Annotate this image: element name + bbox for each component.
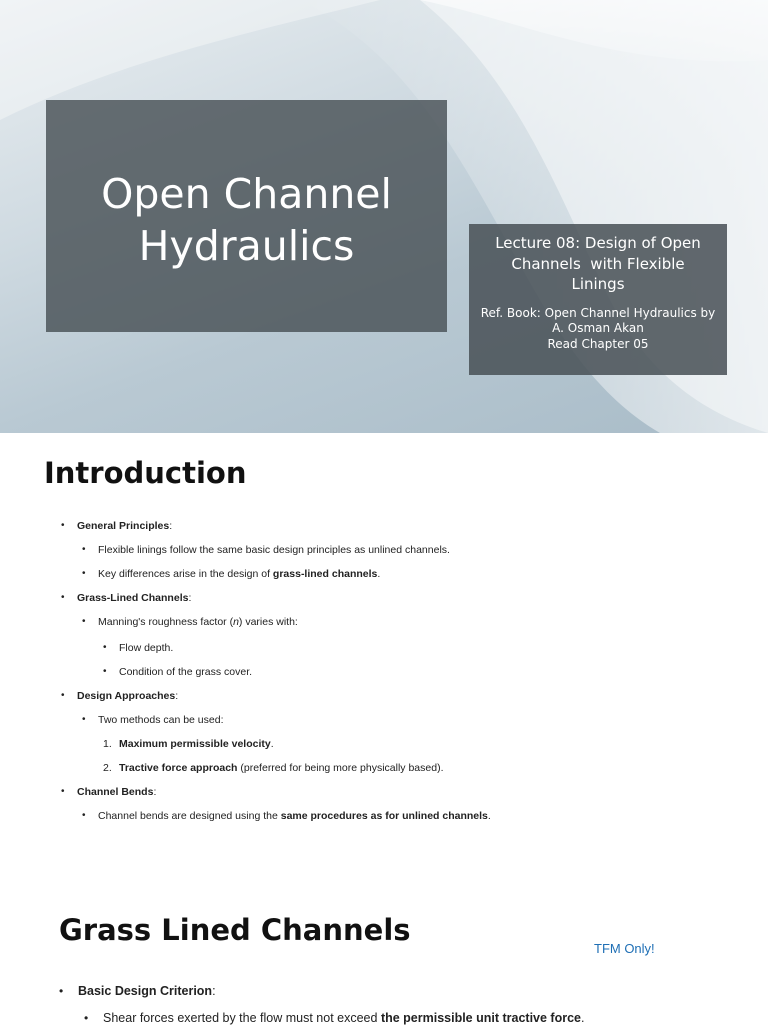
introduction-slide (0, 433, 768, 873)
bullet-heading: Grass-Lined Channels (77, 592, 189, 604)
bullet-cb-sub1 (98, 809, 491, 823)
slide-title: Grass Lined Channels (59, 913, 411, 947)
bullet-da-sub1 (98, 713, 224, 727)
tfm-only-link[interactable]: TFM Only! (594, 941, 655, 956)
bullet-text: . (270, 738, 274, 750)
ref-line-3: Read Chapter 05 (547, 336, 649, 351)
bullet-gp-sub1 (98, 543, 450, 557)
lecture-line-3: Linings (571, 275, 625, 293)
bullet-design-approaches (77, 689, 178, 703)
numbered-item-1 (103, 737, 274, 751)
bullet-bold-text: Tractive force approach (119, 762, 238, 774)
bullet-colon: : (212, 984, 216, 998)
bullet-gl-sub1b (119, 665, 252, 679)
grass-lined-channels-slide (0, 873, 768, 1024)
bullet-colon: : (169, 520, 173, 532)
title-slide (0, 0, 768, 433)
title-line-1: Open Channel (101, 170, 392, 218)
lecture-heading (469, 233, 727, 295)
bullet-grass-lined (77, 591, 191, 605)
bullet-text: Key differences arise in the design of (98, 568, 273, 580)
presentation-title (101, 168, 392, 272)
reference-text (469, 306, 727, 353)
bullet-heading: Design Approaches (77, 690, 176, 702)
bullet-heading: Channel Bends (77, 786, 154, 798)
bullet-heading: Basic Design Criterion (78, 984, 213, 998)
bullet-text: Flow depth. (119, 642, 174, 654)
bullet-text: Shear forces exerted by the flow must not exceed (103, 1011, 381, 1025)
bullet-text: . (581, 1011, 585, 1025)
lecture-line-1: Lecture 08: Design of Open (495, 234, 701, 252)
bullet-text: (preferred for being more physically based). (237, 762, 444, 774)
bullet-bold-text: same procedures as for unlined channels (280, 810, 488, 822)
bullet-text: Manning's roughness factor ( (98, 616, 234, 628)
bullet-text: Channel bends are designed using the (98, 810, 281, 822)
bullet-design-criterion (78, 983, 216, 999)
subtitle-box (469, 224, 727, 375)
item-number: 1. (103, 738, 112, 750)
bullet-bold-text: grass-lined channels (272, 568, 378, 580)
bullet-text: . (377, 568, 381, 580)
bullet-text: Condition of the grass cover. (119, 666, 253, 678)
slide-title: Introduction (44, 456, 247, 490)
title-box (46, 100, 447, 332)
ref-line-2: A. Osman Akan (552, 321, 644, 335)
title-line-2: Hydraulics (138, 222, 355, 270)
bullet-gl-sub1 (98, 615, 298, 629)
bullet-text: Two methods can be used: (98, 714, 224, 726)
bullet-gp-sub2 (98, 567, 380, 581)
bullet-colon: : (153, 786, 157, 798)
bullet-bold-text: Maximum permissible velocity (119, 738, 271, 750)
bullet-text: Flexible linings follow the same basic design principles as unlined channels. (98, 544, 450, 556)
ref-line-1: Ref. Book: Open Channel Hydraulics by (480, 305, 716, 320)
bullet-general-principles (77, 519, 172, 533)
bullet-gl-sub1a (119, 641, 173, 655)
item-number: 2. (103, 762, 112, 774)
bullet-colon: : (175, 690, 179, 702)
bullet-bold-text: the permissible unit tractive force (380, 1011, 581, 1025)
bullet-text: ) varies with: (238, 616, 298, 628)
bullet-text: . (487, 810, 491, 822)
lecture-line-2: Channels with Flexible (511, 254, 685, 273)
bullet-italic-text: n (233, 616, 239, 628)
bullet-colon: : (188, 592, 192, 604)
bullet-channel-bends (77, 785, 156, 799)
bullet-heading: General Principles (77, 520, 170, 532)
numbered-item-2 (103, 761, 444, 775)
